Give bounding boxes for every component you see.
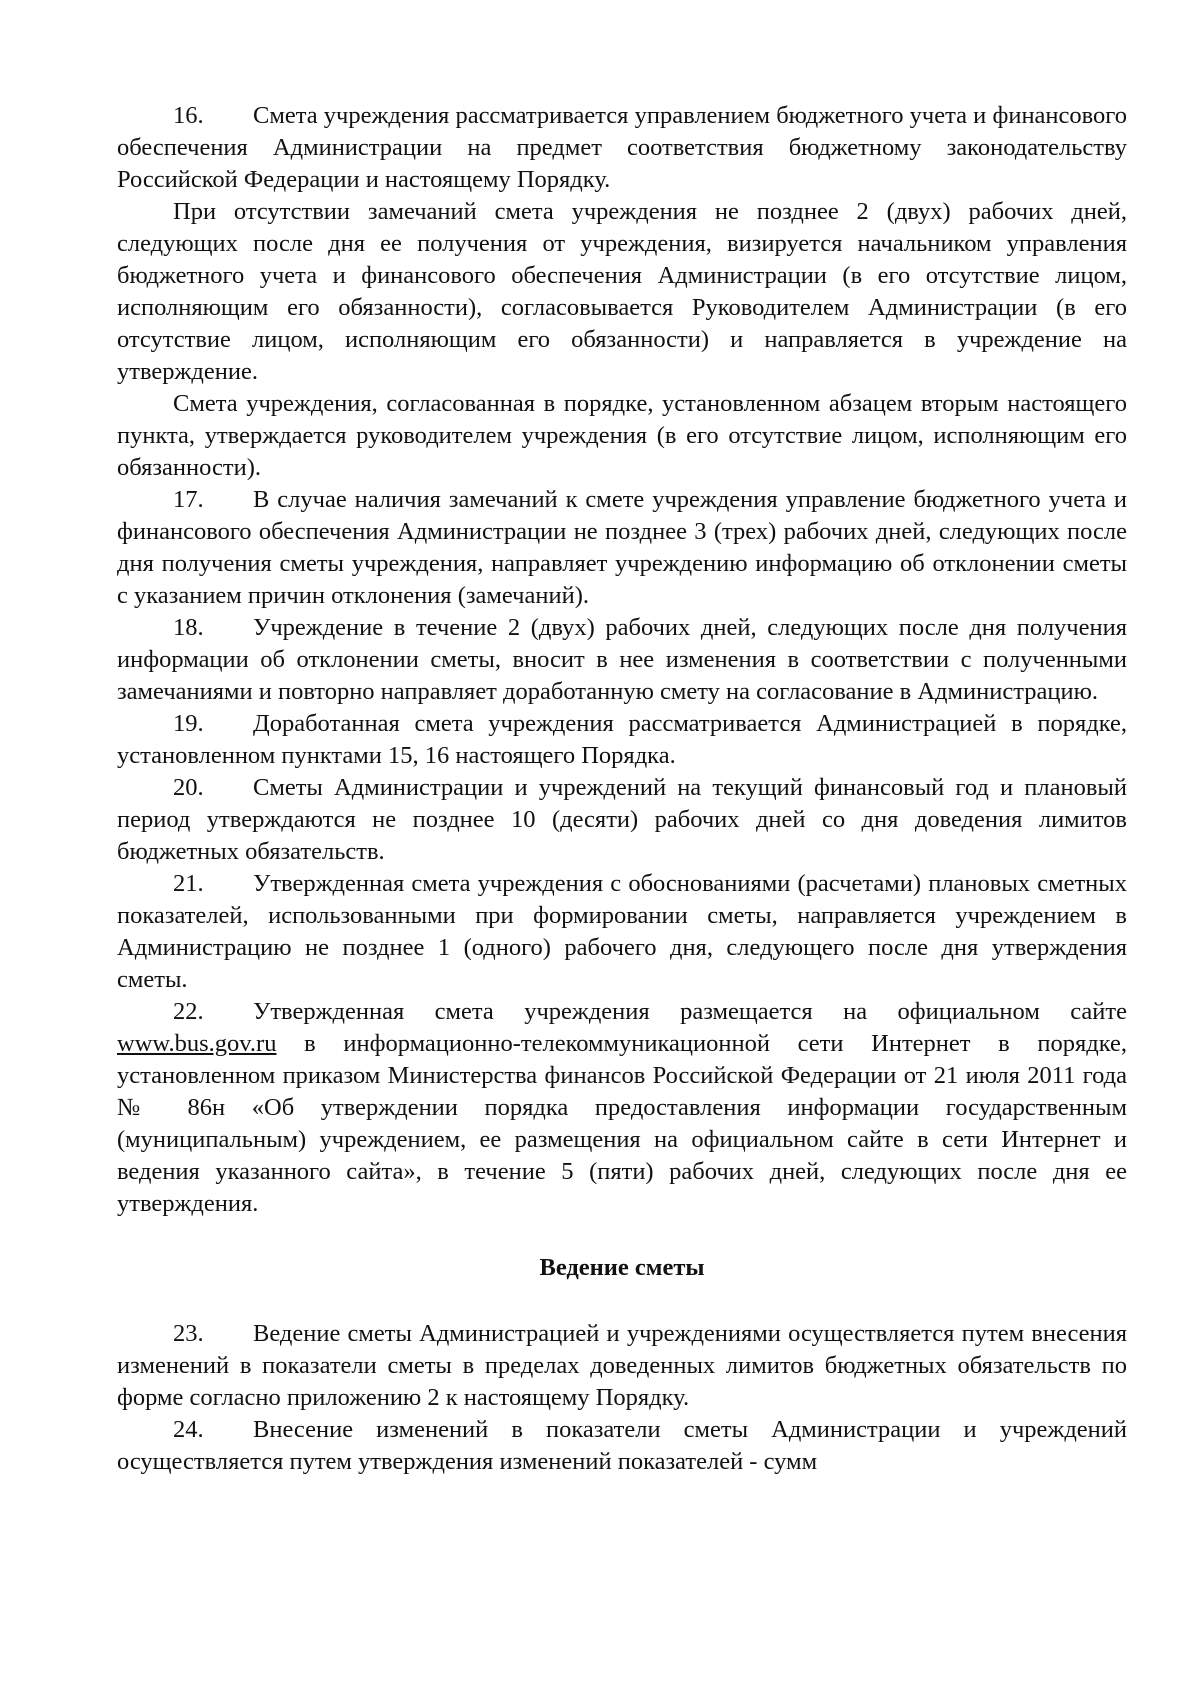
paragraph-text: Смета учреждения, согласованная в порядке, установленном абзацем вторым настоящего пункта, утверждается руководителем учреждения (в его отсутствие лицом, исполняющим его обязанности). [117,390,1127,481]
paragraph-text: В случае наличия замечаний к смете учреждения управление бюджетного учета и финансового обеспечения Администрации не позднее 3 (трех) рабочих дней, следующих после дня получения сметы учреждения, направляет учреждению информацию об отклонении сметы с указанием причин отклонения (замечаний). [117,486,1127,609]
paragraph-18 [117,612,1127,708]
paragraph-22 [117,996,1127,1220]
paragraph-text: Смета учреждения рассматривается управлением бюджетного учета и финансового обеспечения Администрации на предмет соответствия бюджетному законодательству Российской Федерации и настоящему Порядку. [117,102,1127,193]
paragraph-text: Внесение изменений в показатели сметы Администрации и учреждений осуществляется путем утверждения изменений показателей - сумм [117,1416,1127,1475]
spacer [117,1220,1127,1252]
paragraph-number: 20. [173,774,204,801]
paragraph-text: Учреждение в течение 2 (двух) рабочих дней, следующих после дня получения информации об отклонении сметы, вносит в нее изменения в соответствии с полученными замечаниями и повторно направляет доработанную смету на согласование в Администрацию. [117,614,1127,705]
paragraph-16 [117,100,1127,196]
paragraph-24 [117,1414,1127,1478]
paragraph-number: 18. [173,614,204,641]
paragraph-17 [117,484,1127,612]
paragraph-text: Утвержденная смета учреждения размещается на официальном сайте [253,998,1127,1025]
paragraphs-bottom [117,1318,1127,1478]
bus-gov-link[interactable]: www.bus.gov.ru [117,1030,277,1057]
paragraph-text: Доработанная смета учреждения рассматривается Администрацией в порядке, установленном пунктами 15, 16 настоящего Порядка. [117,710,1127,769]
paragraph-number: 21. [173,870,204,897]
paragraph-number: 22. [173,998,204,1025]
paragraph-number: 19. [173,710,204,737]
spacer [117,1284,1127,1318]
paragraph-20 [117,772,1127,868]
paragraph-23 [117,1318,1127,1414]
section-heading: Ведение сметы [539,1254,705,1281]
paragraph-text: При отсутствии замечаний смета учреждения не позднее 2 (двух) рабочих дней, следующих после дня ее получения от учреждения, визируется начальником управления бюджетного учета и финансового обеспечения Администрации (в его отсутствие лицом, исполняющим его обязанности), согласовывается Руководителем Администрации (в его отсутствие лицом, исполняющим его обязанности) и направляется в учреждение на утверждение. [117,198,1127,385]
document-page [117,100,1127,1478]
paragraph-text: Ведение сметы Администрацией и учреждениями осуществляется путем внесения изменений в показатели сметы в пределах доведенных лимитов бюджетных обязательств по форме согласно приложению 2 к настоящему Порядку. [117,1320,1127,1411]
paragraph-text: Утвержденная смета учреждения с обоснованиями (расчетами) плановых сметных показателей, использованными при формировании сметы, направляется учреждением в Администрацию не позднее 1 (одного) рабочего дня, следующего после дня утверждения сметы. [117,870,1127,993]
paragraph-number: 16. [173,102,204,129]
paragraph-16-part-2 [117,196,1127,388]
paragraph-number: 24. [173,1416,204,1443]
paragraph-number: 23. [173,1320,204,1347]
paragraph-16-part-3 [117,388,1127,484]
paragraph-text-continued: в информационно-телекоммуникационной сети Интернет в порядке, установленном приказом Министерства финансов Российской Федерации от 21 июля 2011 года № 86н «Об утверждении порядка предоставления информации государственным (муниципальным) учреждением, ее размещения на официальном сайте в сети Интернет и ведения указанного сайта», в течение 5 (пяти) рабочих дней, следующих после дня ее утверждения. [117,1030,1127,1217]
paragraph-19 [117,708,1127,772]
paragraphs-top [117,100,1127,1220]
paragraph-text: Сметы Администрации и учреждений на текущий финансовый год и плановый период утверждаются не позднее 10 (десяти) рабочих дней со дня доведения лимитов бюджетных обязательств. [117,774,1127,865]
paragraph-21 [117,868,1127,996]
paragraph-number: 17. [173,486,204,513]
